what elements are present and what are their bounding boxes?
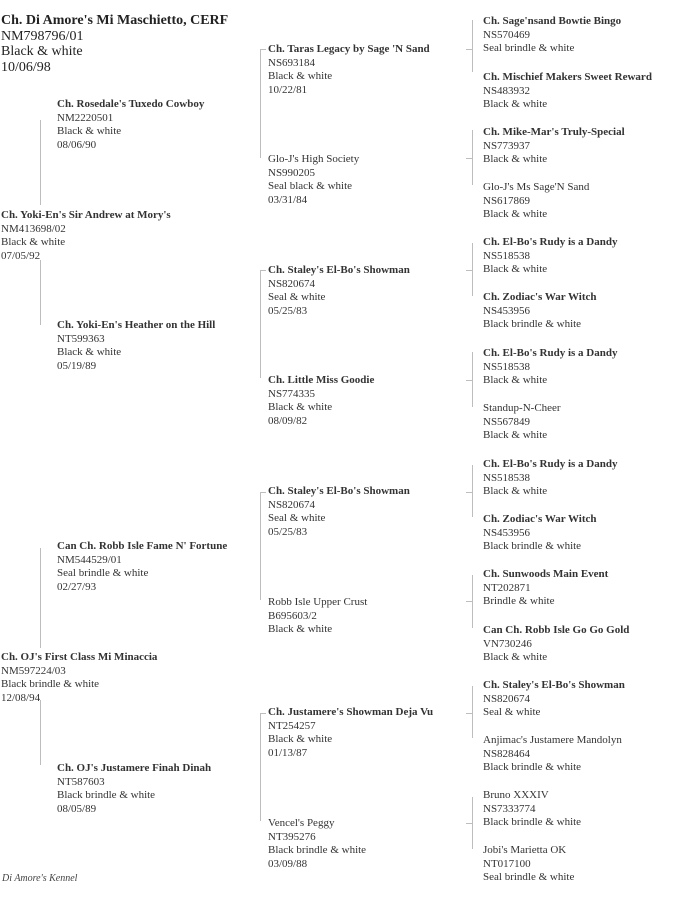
- dog-reg: NS483932: [483, 84, 531, 97]
- dog-color: Black brindle & white: [57, 789, 156, 802]
- connector-line: [260, 492, 261, 600]
- connector-line: [40, 120, 41, 205]
- dog-reg: NM798796/01: [1, 28, 84, 44]
- dog-color: Black brindle & white: [483, 761, 582, 774]
- dog-name: Vencel's Peggy: [268, 817, 335, 829]
- connector-tick: [466, 713, 472, 714]
- dog-date: 08/05/89: [57, 803, 97, 816]
- dog-name: Ch. Yoki-En's Heather on the Hill: [57, 319, 216, 331]
- connector-line: [472, 465, 473, 517]
- connector-line: [260, 270, 261, 378]
- dog-name: Ch. Mischief Makers Sweet Reward: [483, 71, 652, 83]
- dog-color: Black brindle & white: [483, 816, 582, 829]
- dog-name: Jobi's Marietta OK: [483, 844, 567, 856]
- dog-date: 08/09/82: [268, 415, 308, 428]
- great-grandparent-dog: [268, 817, 366, 872]
- dog-reg: NT017100: [483, 857, 531, 870]
- dog-color: Seal black & white: [268, 180, 353, 193]
- dog-name: Ch. Mike-Mar's Truly-Special: [483, 126, 625, 138]
- dog-color: Black & white: [483, 263, 548, 276]
- dog-date: 07/05/92: [1, 250, 41, 263]
- gen4-dog: [483, 568, 608, 609]
- dog-reg: NM544529/01: [57, 553, 122, 566]
- dog-color: Black & white: [483, 651, 548, 664]
- dog-date: 03/09/88: [268, 858, 308, 871]
- sire-dog: [1, 209, 171, 264]
- dog-reg: NS820674: [483, 692, 531, 705]
- connector-line: [260, 713, 261, 821]
- connector-tick: [260, 49, 266, 50]
- dog-name: Ch. El-Bo's Rudy is a Dandy: [483, 458, 618, 470]
- dog-color: Black brindle & white: [483, 540, 582, 553]
- gen4-dog: [483, 513, 597, 554]
- gen4-dog: [483, 844, 574, 885]
- connector-line: [472, 575, 473, 628]
- dog-date: 10/06/98: [1, 59, 51, 75]
- dog-reg: NS693184: [268, 56, 316, 69]
- connector-line: [40, 700, 41, 765]
- dog-name: Glo-J's High Society: [268, 153, 360, 165]
- connector-line: [472, 686, 473, 738]
- grandparent-dog: [57, 319, 215, 374]
- dog-color: Seal brindle & white: [57, 567, 149, 580]
- connector-tick: [466, 49, 472, 50]
- gen4-dog: [483, 347, 618, 388]
- dog-color: Black & white: [268, 70, 333, 83]
- connector-tick: [466, 823, 472, 824]
- gen4-dog: [483, 71, 652, 112]
- connector-tick: [260, 492, 266, 493]
- dog-date: 02/27/93: [57, 581, 97, 594]
- connector-line: [472, 130, 473, 185]
- dog-reg: NS820674: [268, 277, 316, 290]
- dog-color: Black & white: [483, 429, 548, 442]
- dog-color: Black & white: [483, 485, 548, 498]
- dog-name: Ch. Justamere's Showman Deja Vu: [268, 706, 434, 718]
- dog-name: Ch. Zodiac's War Witch: [483, 291, 597, 303]
- connector-tick: [466, 492, 472, 493]
- great-grandparent-dog: [268, 264, 410, 319]
- gen4-dog: [483, 126, 625, 167]
- gen4-dog: [483, 291, 597, 332]
- dog-reg: NS567849: [483, 415, 531, 428]
- dog-reg: NM597224/03: [1, 664, 66, 677]
- great-grandparent-dog: [268, 706, 433, 761]
- gen4-dog: [483, 458, 618, 499]
- dog-reg: NT254257: [268, 719, 316, 732]
- grandparent-dog: [57, 98, 204, 153]
- dog-reg: VN730246: [483, 637, 532, 650]
- connector-line: [472, 797, 473, 849]
- gen4-dog: [483, 789, 581, 830]
- dog-date: 05/25/83: [268, 305, 308, 318]
- dog-name: Ch. El-Bo's Rudy is a Dandy: [483, 236, 618, 248]
- kennel-footer: Di Amore's Kennel: [2, 873, 78, 884]
- dog-color: Seal brindle & white: [483, 42, 575, 55]
- dog-color: Seal brindle & white: [483, 871, 575, 884]
- dog-date: 05/25/83: [268, 526, 308, 539]
- dog-reg: NS617869: [483, 194, 531, 207]
- dog-name: Ch. Little Miss Goodie: [268, 374, 375, 386]
- gen4-dog: [483, 181, 589, 222]
- dog-date: 08/06/90: [57, 139, 97, 152]
- dog-reg: NS828464: [483, 747, 531, 760]
- dog-name: Bruno XXXIV: [483, 789, 549, 801]
- gen4-dog: [483, 15, 621, 56]
- connector-line: [40, 260, 41, 325]
- gen4-dog: [483, 402, 561, 443]
- dog-reg: NM2220501: [57, 111, 114, 124]
- dog-name: Ch. Staley's El-Bo's Showman: [268, 264, 410, 276]
- dog-name: Ch. Zodiac's War Witch: [483, 513, 597, 525]
- dog-color: Black brindle & white: [268, 844, 367, 857]
- dog-name: Can Ch. Robb Isle Fame N' Fortune: [57, 540, 228, 552]
- gen4-dog: [483, 734, 622, 775]
- dog-name: Ch. Staley's El-Bo's Showman: [268, 485, 410, 497]
- connector-tick: [466, 270, 472, 271]
- dog-reg: NS518538: [483, 249, 531, 262]
- dog-date: 10/22/81: [268, 84, 308, 97]
- dog-reg: NT395276: [268, 830, 316, 843]
- dog-date: 01/13/87: [268, 747, 308, 760]
- dog-reg: NS7333774: [483, 802, 536, 815]
- dog-color: Black & white: [483, 153, 548, 166]
- dog-reg: NT587603: [57, 775, 105, 788]
- dog-date: 05/19/89: [57, 360, 97, 373]
- dog-color: Seal & white: [268, 291, 326, 304]
- dog-name: Ch. OJ's Justamere Finah Dinah: [57, 762, 212, 774]
- dog-name: Ch. Taras Legacy by Sage 'N Sand: [268, 43, 430, 55]
- dog-color: Black & white: [483, 208, 548, 221]
- gen4-dog: [483, 624, 629, 665]
- dog-name: Ch. El-Bo's Rudy is a Dandy: [483, 347, 618, 359]
- connector-line: [260, 50, 261, 158]
- dog-color: Black & white: [268, 733, 333, 746]
- dog-name: Robb Isle Upper Crust: [268, 596, 368, 608]
- connector-tick: [260, 270, 266, 271]
- dog-name: Ch. Rosedale's Tuxedo Cowboy: [57, 98, 205, 110]
- great-grandparent-dog: [268, 374, 374, 429]
- dog-color: Black & white: [268, 623, 333, 636]
- dog-color: Seal & white: [483, 706, 541, 719]
- dog-reg: NS773937: [483, 139, 531, 152]
- dog-color: Black & white: [57, 125, 122, 138]
- great-grandparent-dog: [268, 43, 430, 98]
- dog-reg: NS518538: [483, 360, 531, 373]
- dog-color: Black & white: [1, 44, 83, 59]
- dog-date: 12/08/94: [1, 692, 41, 705]
- connector-line: [472, 352, 473, 407]
- dog-reg: NS570469: [483, 28, 531, 41]
- gen4-dog: [483, 236, 618, 277]
- dog-name: Can Ch. Robb Isle Go Go Gold: [483, 624, 630, 636]
- grandparent-dog: [57, 540, 227, 595]
- gen4-dog: [483, 679, 625, 720]
- connector-tick: [466, 601, 472, 602]
- connector-line: [472, 243, 473, 296]
- dog-date: 03/31/84: [268, 194, 308, 207]
- dog-color: Black & white: [268, 401, 333, 414]
- dog-color: Black brindle & white: [483, 318, 582, 331]
- dog-name: Ch. Staley's El-Bo's Showman: [483, 679, 625, 691]
- dog-reg: NS774335: [268, 387, 316, 400]
- dog-color: Black & white: [1, 236, 66, 249]
- dog-reg: NS518538: [483, 471, 531, 484]
- great-grandparent-dog: [268, 153, 359, 208]
- great-grandparent-dog: [268, 485, 410, 540]
- dog-name: Glo-J's Ms Sage'N Sand: [483, 181, 590, 193]
- dog-reg: NS990205: [268, 166, 316, 179]
- dog-color: Black & white: [483, 374, 548, 387]
- dog-name: Ch. OJ's First Class Mi Minaccia: [1, 651, 158, 663]
- dog-name: Ch. Di Amore's Mi Maschietto, CERF: [1, 13, 229, 28]
- connector-tick: [260, 713, 266, 714]
- connector-tick: [466, 380, 472, 381]
- dog-name: Ch. Yoki-En's Sir Andrew at Mory's: [1, 209, 171, 221]
- dog-reg: B695603/2: [268, 609, 317, 622]
- dog-color: Black brindle & white: [1, 678, 100, 691]
- connector-line: [472, 20, 473, 72]
- connector-line: [40, 548, 41, 648]
- dog-color: Black & white: [57, 346, 122, 359]
- dog-reg: NS820674: [268, 498, 316, 511]
- great-grandparent-dog: [268, 596, 367, 637]
- dog-reg: NS453956: [483, 304, 531, 317]
- grandparent-dog: [57, 762, 211, 817]
- dog-reg: NS453956: [483, 526, 531, 539]
- connector-tick: [466, 158, 472, 159]
- dog-reg: NT599363: [57, 332, 105, 345]
- dog-reg: NT202871: [483, 581, 531, 594]
- dog-color: Brindle & white: [483, 595, 555, 608]
- dog-name: Ch. Sunwoods Main Event: [483, 568, 609, 580]
- dog-name: Anjimac's Justamere Mandolyn: [483, 734, 622, 746]
- dog-name: Ch. Sage'nsand Bowtie Bingo: [483, 15, 622, 27]
- dam-dog: [1, 651, 157, 706]
- dog-color: Seal & white: [268, 512, 326, 525]
- subject-dog: [1, 13, 228, 75]
- dog-color: Black & white: [483, 98, 548, 111]
- dog-reg: NM413698/02: [1, 222, 66, 235]
- dog-name: Standup-N-Cheer: [483, 402, 561, 414]
